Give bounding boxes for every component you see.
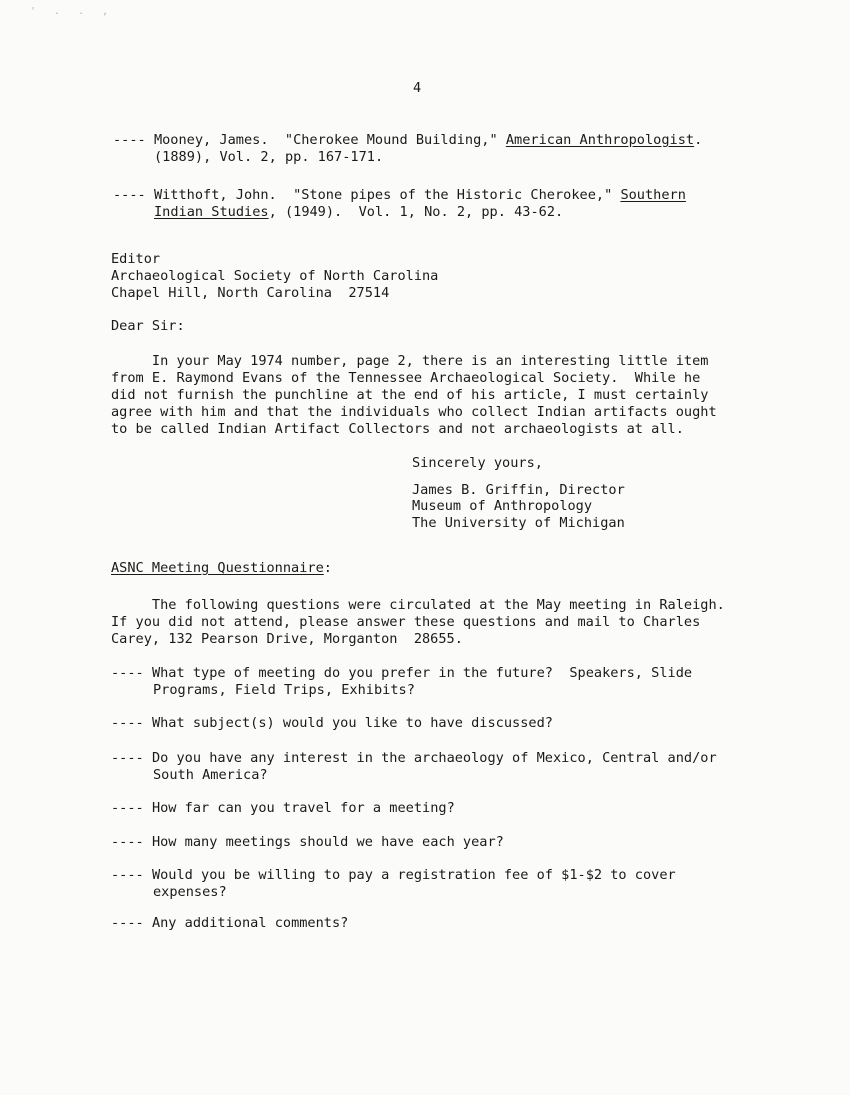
reference-1-journal: American Anthropologist: [505, 132, 695, 148]
letter-line-4: agree with him and that the individuals who collect Indian artifacts ought: [111, 404, 717, 420]
reference-2-text: Witthoft, John. "Stone pipes of the Historic Cherokee,": [153, 187, 613, 203]
questionnaire-intro-line-1: The following questions were circulated at the May meeting in Raleigh.: [111, 597, 725, 613]
letter-line-5: to be called Indian Artifact Collectors and not archaeologists at all.: [111, 421, 684, 437]
signature-line-3: The University of Michigan: [412, 515, 625, 531]
question-dash: ----: [111, 915, 144, 931]
signature-line-1: James B. Griffin, Director: [412, 482, 625, 498]
reference-2-journal-part-1: Southern: [620, 187, 686, 203]
reference-2-journal-part-2: Indian Studies: [154, 204, 269, 220]
question-dash: ----: [111, 834, 144, 850]
salutation: Dear Sir:: [111, 318, 185, 334]
letter-line-2: from E. Raymond Evans of the Tennessee Archaeological Society. While he: [111, 370, 701, 386]
question-1-line-2: Programs, Field Trips, Exhibits?: [153, 682, 415, 698]
question-6: [111, 867, 676, 883]
letter-line-1: In your May 1974 number, page 2, there is an interesting little item: [111, 353, 709, 369]
reference-dash: ----: [113, 187, 146, 203]
question-dash: ----: [111, 750, 144, 766]
questionnaire-intro-line-3: Carey, 132 Pearson Drive, Morganton 28655.: [111, 631, 463, 647]
question-5-line-1: How many meetings should we have each year?: [151, 834, 504, 850]
question-6-line-2: expenses?: [153, 884, 227, 900]
address-line-3: Chapel Hill, North Carolina 27514: [111, 285, 390, 301]
question-6-line-1: Would you be willing to pay a registration fee of $1-$2 to cover: [151, 867, 676, 883]
question-7: [111, 915, 348, 931]
question-3: [111, 750, 717, 766]
question-7-line-1: Any additional comments?: [151, 915, 349, 931]
letter-line-3: did not furnish the punchline at the end of his article, I must certainly: [111, 387, 709, 403]
reference-1-line-1: [113, 132, 702, 148]
questionnaire-heading-colon: :: [323, 560, 332, 576]
reference-dash: ----: [113, 132, 146, 148]
reference-1-text: Mooney, James. "Cherokee Mound Building,": [153, 132, 498, 148]
reference-1-punct: .: [694, 132, 703, 148]
signature-line-2: Museum of Anthropology: [412, 498, 593, 514]
questionnaire-intro-line-2: If you did not attend, please answer these questions and mail to Charles: [111, 614, 701, 630]
reference-2-line-2: [154, 204, 563, 220]
page-number: 4: [413, 80, 422, 96]
reference-1-line-2: (1889), Vol. 2, pp. 167-171.: [154, 149, 384, 165]
question-1: [111, 665, 692, 681]
question-4-line-1: How far can you travel for a meeting?: [151, 800, 455, 816]
question-2: [111, 715, 553, 731]
question-3-line-2: South America?: [153, 767, 268, 783]
closing: Sincerely yours,: [412, 455, 543, 471]
question-1-line-1: What type of meeting do you prefer in the future? Speakers, Slide: [151, 665, 693, 681]
address-line-2: Archaeological Society of North Carolina: [111, 268, 439, 284]
scan-specks: ' . . ,: [30, 6, 115, 17]
question-dash: ----: [111, 665, 144, 681]
reference-2-line-1: [113, 187, 686, 203]
questionnaire-heading-text: ASNC Meeting Questionnaire: [111, 560, 324, 576]
question-5: [111, 834, 504, 850]
question-2-line-1: What subject(s) would you like to have discussed?: [151, 715, 553, 731]
question-dash: ----: [111, 867, 144, 883]
question-dash: ----: [111, 800, 144, 816]
question-3-line-1: Do you have any interest in the archaeology of Mexico, Central and/or: [151, 750, 717, 766]
question-4: [111, 800, 455, 816]
address-line-1: Editor: [111, 251, 161, 267]
questionnaire-heading: [111, 560, 332, 576]
reference-2-details: , (1949). Vol. 1, No. 2, pp. 43-62.: [268, 204, 564, 220]
question-dash: ----: [111, 715, 144, 731]
